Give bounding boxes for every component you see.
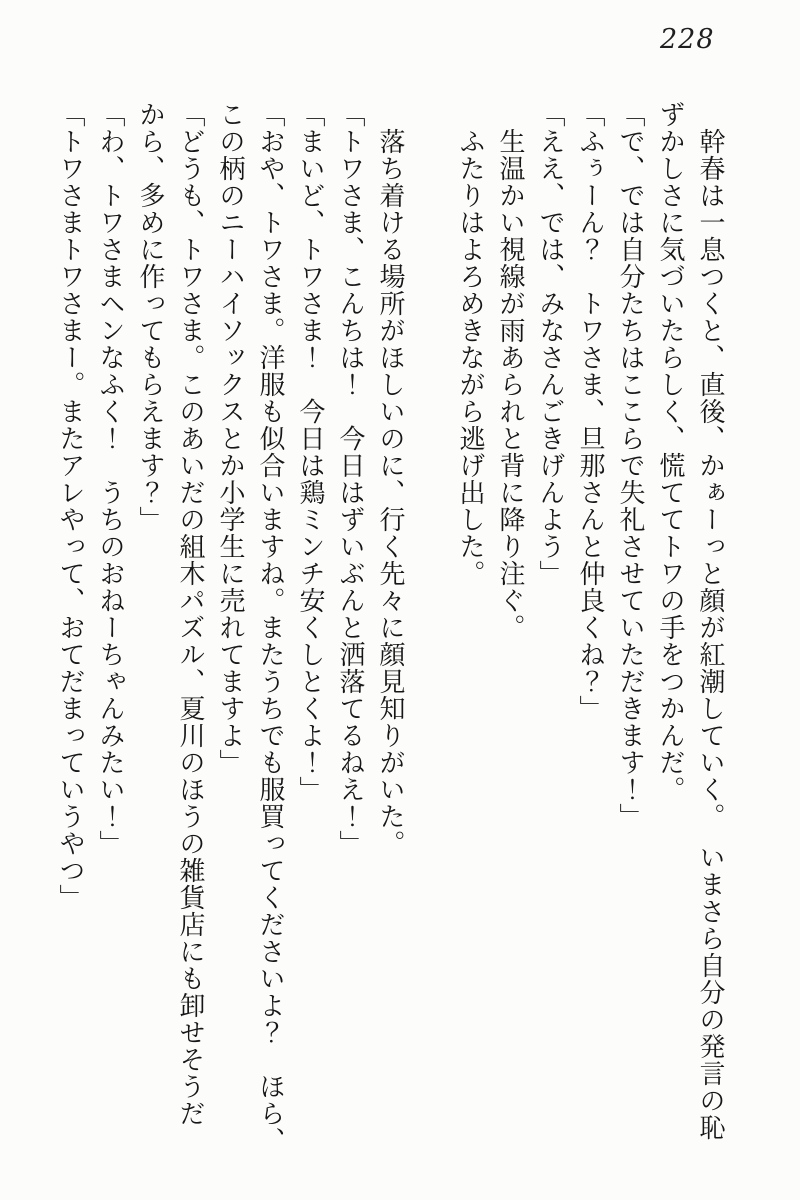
text-line: 「ふぅーん？ トワさま、旦那さんと仲良くね？」 <box>576 101 605 722</box>
text-body <box>50 101 730 1163</box>
text-line: 「どうも、トワさま。このあいだの組木パズル、夏川のほうの雑貨店にも卸せそうだ <box>176 101 205 1127</box>
text-line: 「わ、トワさまヘンなふく！ うちのおねーちゃんみたい！」 <box>96 101 125 857</box>
text-line: 「おや、トワさま。洋服も似合いますね。またうちでも服買ってくださいよ？ ほら、 <box>256 101 285 1154</box>
text-line: 生温かい視線が雨あられと背に降り注ぐ。 <box>496 101 525 641</box>
page-number: 228 <box>660 24 715 55</box>
text-line: から、多めに作ってもらえます？」 <box>136 101 165 533</box>
text-line: 「ええ、では、みなさんごきげんよう」 <box>536 101 565 587</box>
text-line: 「まいど、トワさま！ 今日は鶏ミンチ安くしとくよ！」 <box>296 101 325 803</box>
text-line: 幹春は一息つくと、直後、かぁーっと顔が紅潮していく。 いまさら自分の発言の恥 <box>696 101 725 1141</box>
scene-break-blank-line <box>410 101 450 1163</box>
text-line: 「で、では自分たちはここらで失礼させていただきます！」 <box>616 101 645 830</box>
text-line: ずかしさに気づいたらしく、慌ててトワの手をつかんだ。 <box>656 101 685 803</box>
text-line: 「トワさま、こんちは！ 今日はずいぶんと洒落てるねえ！」 <box>336 101 365 857</box>
text-line: この柄のニーハイソックスとか小学生に売れてますよ」 <box>216 101 245 776</box>
text-line: 「トワさまトワさまー。またアレやって、おてだまっていうやつ」 <box>56 101 85 911</box>
text-line: 落ち着ける場所がほしいのに、行く先々に顔見知りがいた。 <box>376 101 405 857</box>
text-line: ふたりはよろめきながら逃げ出した。 <box>456 101 485 587</box>
